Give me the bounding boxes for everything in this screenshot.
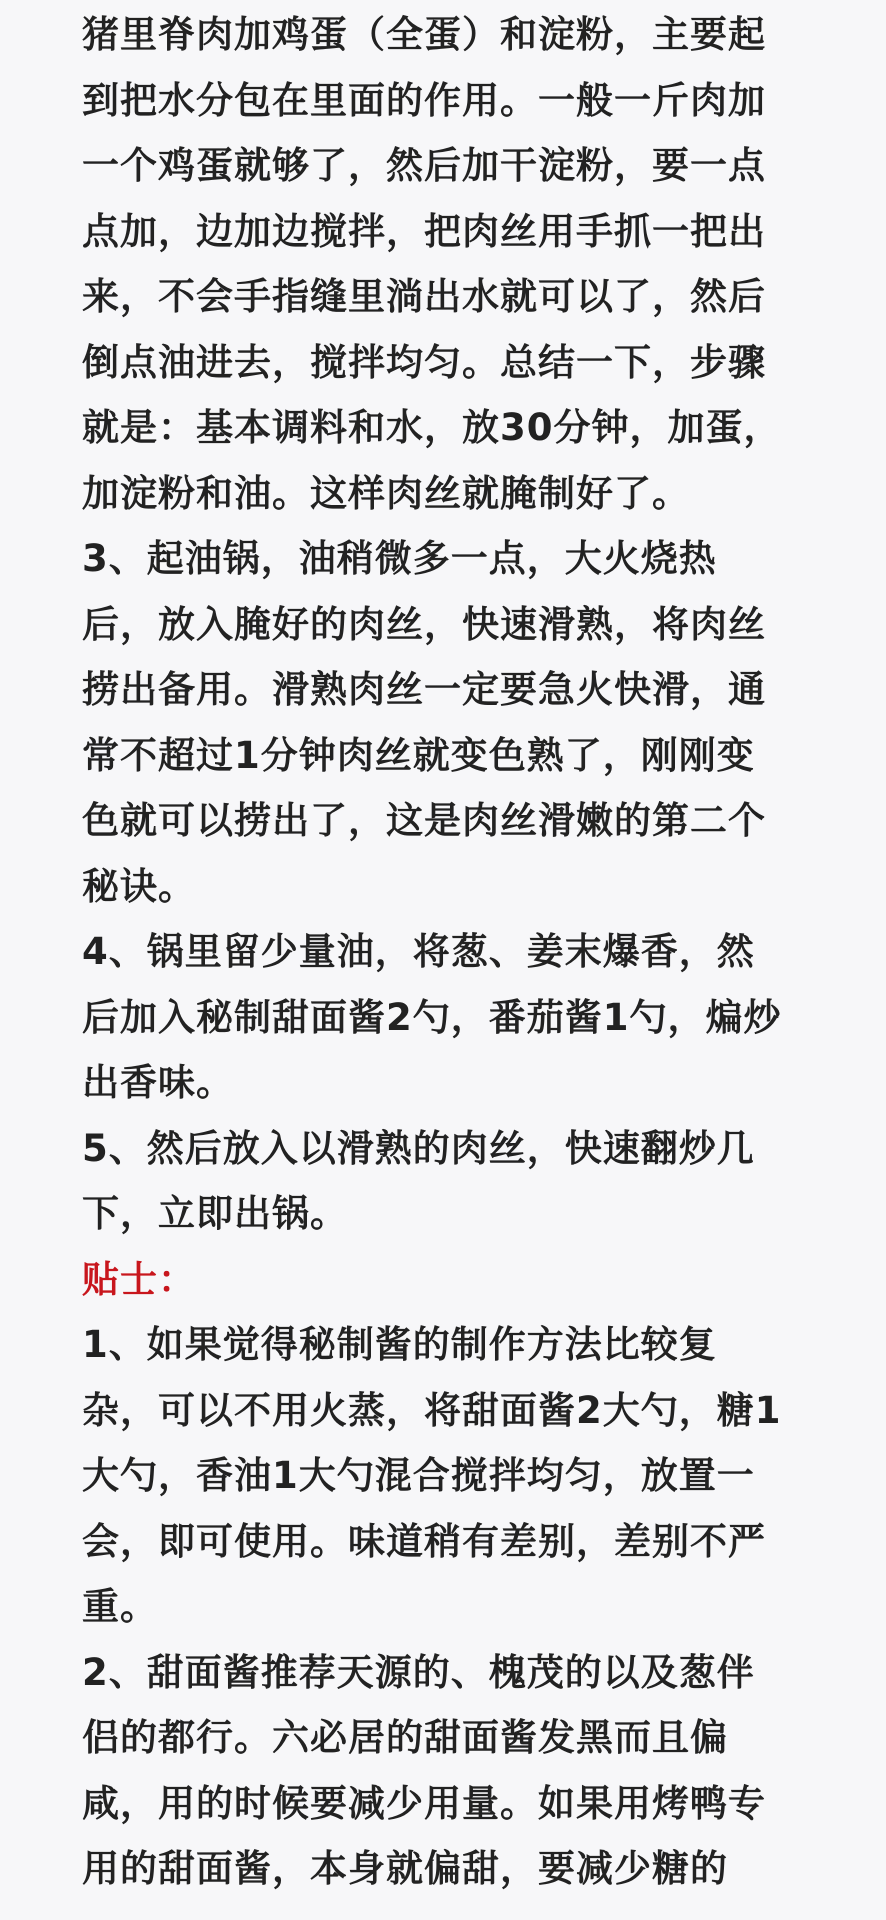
text-line: 4、锅里留少量油，将葱、姜末爆香，然 bbox=[82, 930, 755, 973]
text-line: 到把水分包在里面的作用。一般一斤肉加 bbox=[82, 78, 766, 122]
text-line: 色就可以捞出了，这是肉丝滑嫩的第二个 bbox=[82, 799, 766, 842]
text-line: 点加，边加边搅拌，把肉丝用手抓一把出 bbox=[82, 209, 766, 253]
text-line: 来，不会手指缝里淌出水就可以了，然后 bbox=[82, 275, 766, 318]
text-line: 猪里脊肉加鸡蛋（全蛋）和淀粉，主要起 bbox=[82, 13, 766, 56]
text-line: 大勺，香油1大勺混合搅拌均匀，放置一 bbox=[82, 1454, 755, 1497]
text-line: 捞出备用。滑熟肉丝一定要急火快滑，通 bbox=[82, 668, 766, 711]
text-line: 下，立即出锅。 bbox=[82, 1192, 348, 1235]
text-line: 5、然后放入以滑熟的肉丝，快速翻炒几 bbox=[82, 1126, 755, 1170]
text-line: 常不超过1分钟肉丝就变色熟了，刚刚变 bbox=[82, 733, 755, 777]
text-line: 秘诀。 bbox=[82, 864, 196, 908]
text-line: 重。 bbox=[82, 1585, 158, 1628]
text-line: 一个鸡蛋就够了，然后加干淀粉，要一点 bbox=[82, 144, 766, 187]
step-3-paragraph bbox=[82, 526, 806, 919]
text-line: 就是：基本调料和水，放30分钟，加蛋， bbox=[82, 406, 782, 449]
text-line: 用的甜面酱，本身就偏甜，要减少糖的 bbox=[82, 1847, 728, 1890]
step-5-paragraph bbox=[82, 1116, 806, 1247]
text-line: 倒点油进去，搅拌均匀。总结一下，步骤 bbox=[82, 340, 766, 384]
text-line: 出香味。 bbox=[82, 1061, 234, 1104]
text-line: 后加入秘制甜面酱2勺，番茄酱1勺，煸炒 bbox=[82, 995, 782, 1039]
text-line: 会，即可使用。味道稍有差别，差别不严 bbox=[82, 1519, 766, 1563]
text-line: 加淀粉和油。这样肉丝就腌制好了。 bbox=[82, 471, 690, 515]
step-4-paragraph bbox=[82, 919, 806, 1116]
text-line: 杂，可以不用火蒸，将甜面酱2大勺，糖1 bbox=[82, 1388, 782, 1432]
text-line: 后，放入腌好的肉丝，快速滑熟，将肉丝 bbox=[82, 602, 766, 646]
tip-1-paragraph bbox=[82, 1312, 806, 1640]
text-line: 侣的都行。六必居的甜面酱发黑而且偏 bbox=[82, 1716, 728, 1759]
document-content bbox=[82, 2, 806, 1902]
paragraph-marinade bbox=[82, 2, 806, 526]
text-line: 咸，用的时候要减少用量。如果用烤鸭专 bbox=[82, 1781, 766, 1825]
tips-heading-text: 贴士： bbox=[82, 1257, 196, 1301]
tip-2-paragraph bbox=[82, 1640, 806, 1902]
tips-heading bbox=[82, 1247, 806, 1313]
text-line: 3、起油锅，油稍微多一点，大火烧热 bbox=[82, 537, 717, 580]
text-line: 1、如果觉得秘制酱的制作方法比较复 bbox=[82, 1323, 717, 1366]
text-line: 2、甜面酱推荐天源的、槐茂的以及葱伴 bbox=[82, 1650, 755, 1694]
